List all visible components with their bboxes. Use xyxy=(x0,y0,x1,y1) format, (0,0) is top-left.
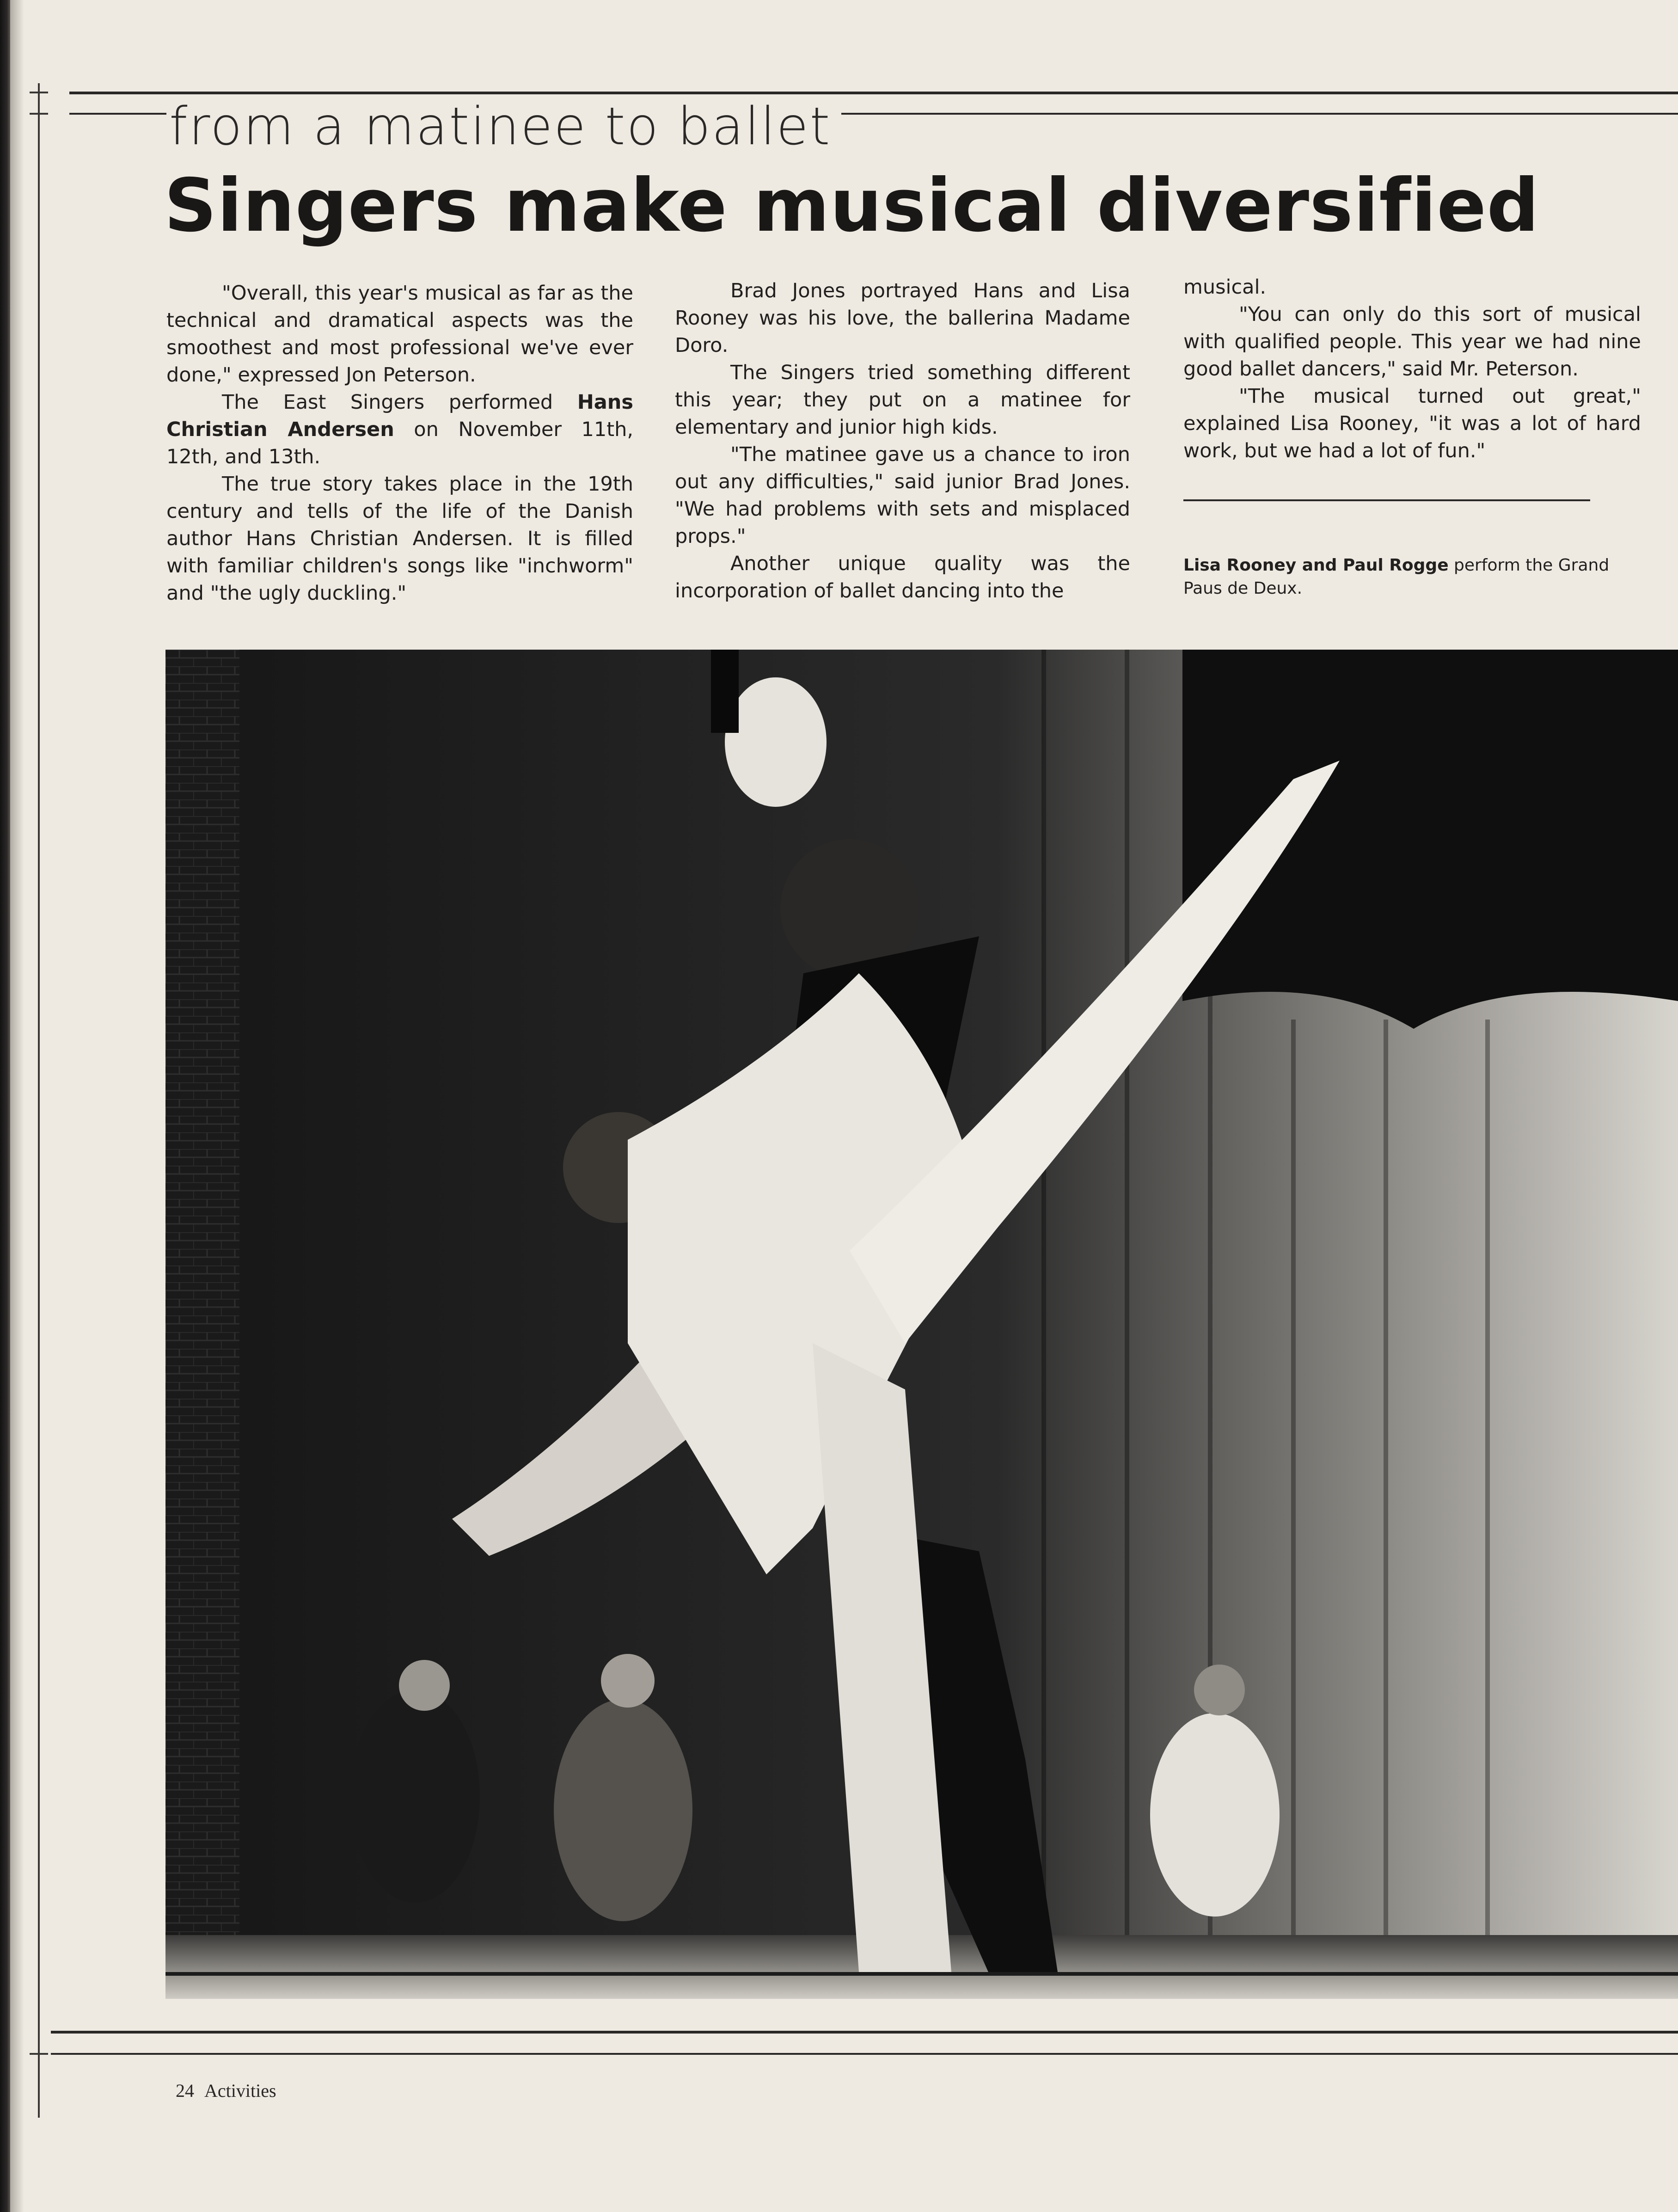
margin-tick xyxy=(30,92,48,93)
section-name: Activities xyxy=(204,2080,276,2101)
binding-shadow xyxy=(10,0,24,2212)
bottom-rule-secondary xyxy=(51,2053,1678,2055)
top-rule xyxy=(69,92,1678,94)
margin-tick xyxy=(30,113,48,115)
paragraph: musical. xyxy=(1183,276,1267,299)
paragraph: "The musical turned out great," explained Lisa Rooney, "it was a lot of hard work, but we had a lot of fun." xyxy=(1183,385,1641,462)
paragraph: "You can only do this sort of musical with qualified people. This year we had nine good ballet dancers," said Mr. Peterson. xyxy=(1183,303,1641,381)
article-column-2 xyxy=(675,277,1130,605)
article-column-1 xyxy=(166,280,633,607)
paragraph: The Singers tried something different this year; they put on a matinee for elementary and junior high kids. xyxy=(675,361,1130,439)
book-binding xyxy=(0,0,10,2212)
paragraph: The East Singers performed Hans Christian Andersen on November 11th, 12th, and 13th. xyxy=(166,391,633,468)
paragraph: The true story takes place in the 19th century and tells of the life of the Danish author Hans Christian Andersen. It is filled with familiar children's songs like "inchworm" and "the ugly duckling." xyxy=(166,473,633,605)
kicker-heading: from a matinee to ballet xyxy=(166,99,841,154)
photo-ballet-dancers-icon xyxy=(165,650,1678,1999)
page-footer xyxy=(176,2080,287,2101)
show-title: Hans Christian Andersen xyxy=(166,391,633,441)
photo-caption: Lisa Rooney and Paul Rogge perform the Grand Paus de Deux. xyxy=(1183,556,1610,598)
paragraph: Brad Jones portrayed Hans and Lisa Rooney was his love, the ballerina Madame Doro. xyxy=(675,279,1130,357)
article-column-3 xyxy=(1183,274,1641,465)
paragraph: Another unique quality was the incorporation of ballet dancing into the xyxy=(675,552,1130,602)
caption-names: Lisa Rooney and Paul Rogge xyxy=(1183,556,1449,575)
margin-tick xyxy=(30,2053,48,2055)
caption-divider xyxy=(1183,499,1590,501)
ballet-photo xyxy=(165,650,1678,1999)
paragraph: "Overall, this year's musical as far as the technical and dramatical aspects was the smoothest and most professional we've ever done," expressed Jon Peterson. xyxy=(166,282,633,387)
bottom-rule xyxy=(51,2031,1678,2034)
page-headline: Singers make musical diversified xyxy=(164,163,1540,248)
page-number: 24 xyxy=(176,2080,194,2101)
margin-rule xyxy=(38,83,40,2118)
paragraph: "The matinee gave us a chance to iron out any difficulties," said junior Brad Jones. "We had problems with sets and misplaced props." xyxy=(675,443,1130,548)
